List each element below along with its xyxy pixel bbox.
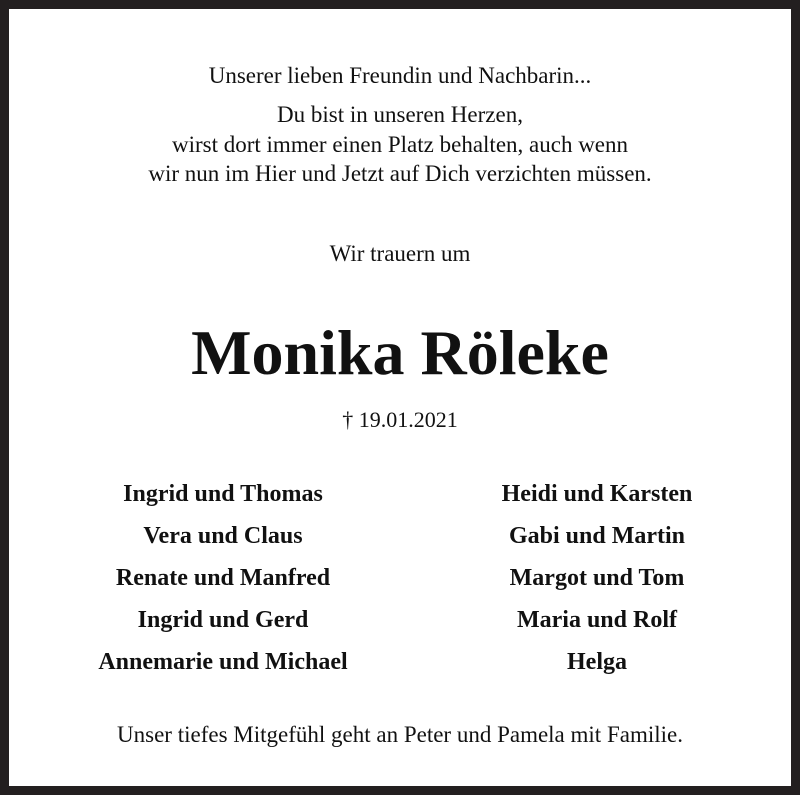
- intro-line: Unserer lieben Freundin und Nachbarin...: [208, 63, 592, 88]
- verse-line: wirst dort immer einen Platz behalten, auch wenn: [171, 132, 629, 157]
- mourner: Annemarie und Michael: [98, 649, 348, 675]
- mourner: Renate und Manfred: [115, 565, 331, 591]
- mourner: Ingrid und Thomas: [123, 481, 323, 507]
- mourner: Ingrid und Gerd: [137, 607, 309, 633]
- mourners-left-column: [43, 473, 403, 683]
- mourning-line: Wir trauern um: [329, 241, 471, 266]
- mourners-right-column: [417, 473, 777, 683]
- mourner: Margot und Tom: [509, 565, 685, 591]
- mourner: Helga: [567, 649, 627, 675]
- verse-line: Du bist in unseren Herzen,: [277, 102, 523, 127]
- mourner: Gabi und Martin: [508, 523, 686, 549]
- closing-line: Unser tiefes Mitgefühl geht an Peter und Pamela mit Familie.: [117, 722, 683, 747]
- mourner: Vera und Claus: [143, 523, 303, 549]
- mourner: Maria und Rolf: [516, 607, 677, 633]
- deceased-name: Monika Röleke: [191, 317, 609, 388]
- mourner: Heidi und Karsten: [501, 481, 693, 507]
- verse-line: wir nun im Hier und Jetzt auf Dich verzichten müssen.: [148, 161, 652, 186]
- death-date: † 19.01.2021: [342, 407, 458, 432]
